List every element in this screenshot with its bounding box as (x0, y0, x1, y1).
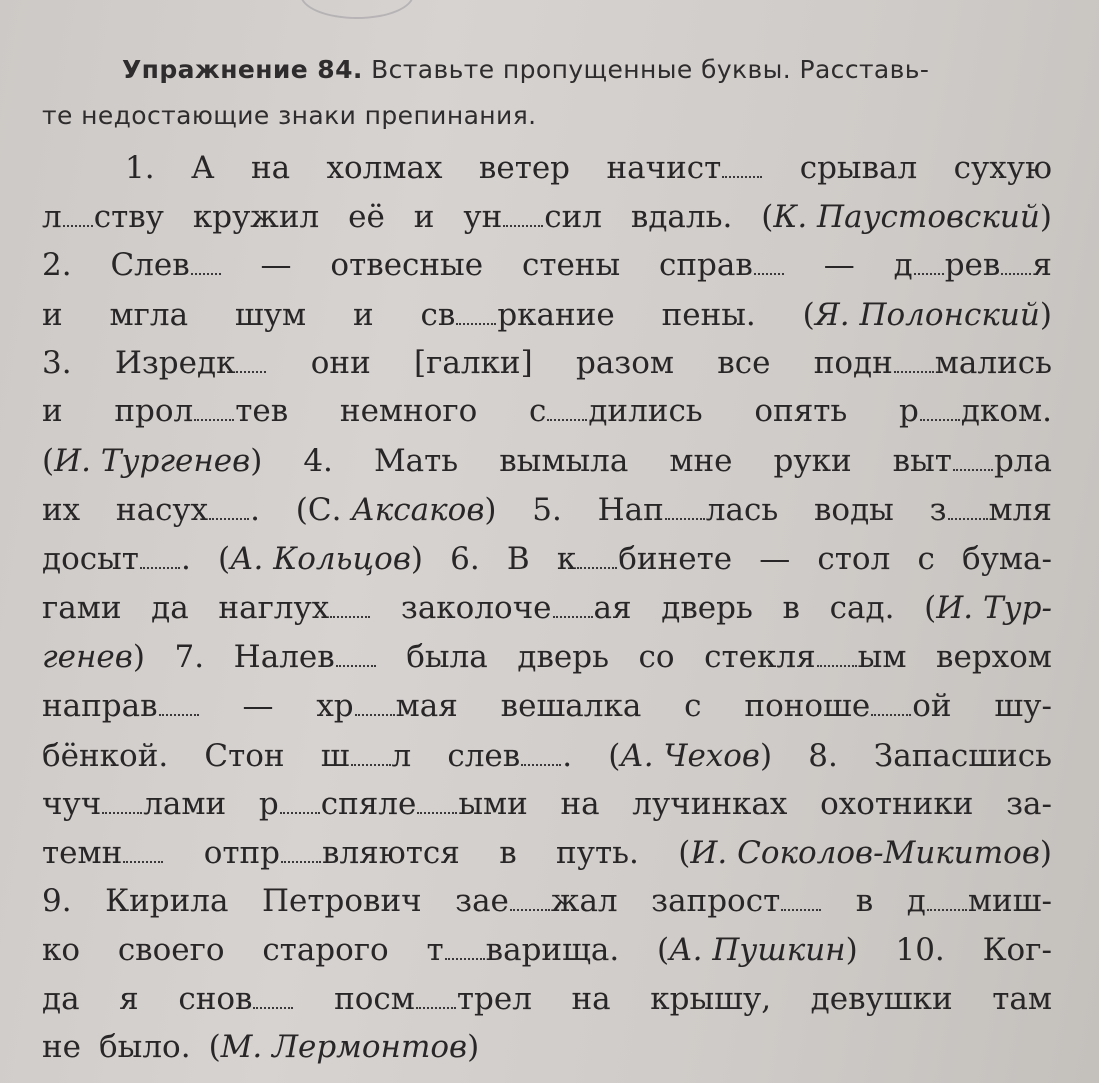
word (529, 393, 703, 429)
exercise-instruction-line-1: Вставьте пропущенные буквы. Расставь- (371, 55, 930, 84)
text-fragment: не (42, 1029, 82, 1065)
blank-gap (123, 857, 163, 863)
text-fragment: Кирила (105, 883, 229, 919)
text-fragment: 4. (303, 443, 333, 479)
author-citation: А. Кольцов (230, 541, 411, 577)
text-fragment: пены. (661, 297, 756, 333)
blank-gap (63, 221, 93, 227)
word (209, 1029, 480, 1065)
text-fragment: была (406, 639, 488, 675)
text-fragment: вымыла (499, 443, 629, 479)
text-fragment: прол (114, 393, 194, 429)
text-fragment: я (1032, 247, 1052, 283)
text-fragment: 6. (450, 541, 480, 577)
word (608, 738, 772, 774)
text-fragment: рев (944, 247, 1001, 283)
text-fragment: дверь (661, 590, 753, 626)
text-fragment: ству (93, 199, 164, 235)
text-fragment: ым (857, 639, 907, 675)
word (930, 492, 1052, 528)
text-fragment: наглух (218, 590, 330, 626)
text-fragment: стекля (704, 639, 816, 675)
text-fragment: чуч (42, 786, 102, 822)
word (116, 492, 260, 528)
blank-gap (510, 905, 550, 911)
text-fragment: вешалка (500, 688, 642, 724)
text-line-10 (42, 590, 1052, 638)
text-fragment: стены (521, 247, 621, 283)
page-decoration-arc (300, 0, 414, 19)
text-fragment: ) (845, 932, 858, 968)
text-fragment: ыми (458, 786, 528, 822)
blank-gap (577, 563, 617, 569)
author-citation: М. Лермонтов (220, 1029, 468, 1065)
text-fragment: — (260, 247, 292, 283)
author-citation: Я. Полонский (814, 297, 1040, 333)
text-fragment: ( (802, 297, 815, 333)
text-fragment: лучинках (632, 786, 788, 822)
word (924, 590, 1052, 626)
text-line-12 (42, 688, 1052, 736)
text-fragment: и (413, 199, 435, 235)
word (803, 297, 1052, 333)
text-fragment: Изредк (114, 345, 236, 381)
text-fragment: мая (395, 688, 458, 724)
text-fragment: воды (813, 492, 894, 528)
word (115, 345, 268, 381)
blank-gap (280, 808, 320, 814)
text-fragment: холмах (326, 150, 443, 186)
text-fragment: 7. (174, 639, 205, 675)
text-fragment: на (250, 150, 291, 186)
blank-gap (336, 661, 376, 667)
author-citation: И. Тур- (936, 590, 1052, 626)
text-fragment: трел (456, 981, 532, 1017)
text-fragment: да (42, 981, 80, 1017)
text-fragment: ш (320, 738, 350, 774)
text-fragment: направ (42, 688, 158, 724)
text-fragment: там (992, 981, 1052, 1017)
blank-gap (456, 319, 496, 325)
text-fragment: Стон (204, 738, 285, 774)
text-fragment: рла (993, 443, 1052, 479)
word (178, 981, 294, 1017)
exercise-instruction-line-2: те недостающие знаки препинания. (42, 101, 537, 130)
text-fragment: и (352, 297, 374, 333)
text-fragment: ( (657, 932, 670, 968)
text-fragment: справ (659, 247, 753, 283)
text-fragment: з (929, 492, 947, 528)
blank-gap (920, 415, 960, 421)
text-fragment: В (506, 541, 530, 577)
blank-gap (927, 905, 967, 911)
text-fragment: посм (334, 981, 415, 1017)
text-fragment: ) (1039, 835, 1052, 871)
text-fragment: шу- (994, 688, 1052, 724)
text-fragment: я (119, 981, 139, 1017)
text-fragment: Запасшись (873, 738, 1052, 774)
author-citation: К. Паустовский (773, 199, 1040, 235)
blank-gap (722, 172, 762, 178)
word (296, 492, 497, 528)
text-fragment: р (258, 786, 279, 822)
text-fragment: сил (544, 199, 602, 235)
text-fragment: досыт (42, 541, 139, 577)
text-line-2 (42, 199, 1052, 247)
text-fragment: опять (754, 393, 848, 429)
text-fragment: ) (132, 639, 145, 675)
word (455, 883, 617, 919)
exercise-label: Упражнение 84. (122, 55, 363, 84)
text-fragment: т (426, 932, 444, 968)
text-fragment: своего (117, 932, 225, 968)
text-fragment: подн (813, 345, 893, 381)
text-fragment: слев (447, 738, 521, 774)
text-fragment: выт (892, 443, 952, 479)
text-fragment: ой (912, 688, 952, 724)
text-fragment: на (571, 981, 611, 1017)
text-fragment: 10. (895, 932, 945, 968)
blank-gap (781, 905, 821, 911)
text-fragment: мля (988, 492, 1052, 528)
text-fragment: ун (463, 199, 503, 235)
word (110, 247, 221, 283)
blank-gap (503, 221, 543, 227)
blank-gap (521, 760, 561, 766)
text-fragment: с (684, 688, 702, 724)
text-fragment: немного (339, 393, 478, 429)
text-line-18 (42, 981, 1052, 1029)
word (678, 835, 1052, 871)
blank-gap (445, 954, 485, 960)
text-line-14 (42, 786, 1052, 834)
blank-gap (953, 465, 993, 471)
text-fragment: мне (669, 443, 733, 479)
blank-gap (871, 710, 911, 716)
text-fragment: д (893, 247, 913, 283)
text-fragment: Петрович (261, 883, 422, 919)
exercise-heading (122, 55, 1099, 84)
text-fragment: л (391, 738, 412, 774)
text-fragment: бума- (962, 541, 1052, 577)
word (907, 883, 1052, 919)
text-fragment: лась (705, 492, 779, 528)
text-fragment: крышу, (650, 981, 772, 1017)
word (893, 443, 1052, 479)
text-fragment: мались (934, 345, 1052, 381)
word (234, 639, 377, 675)
text-fragment: гами (42, 590, 122, 626)
text-fragment: — (242, 688, 274, 724)
text-fragment: 1. (125, 150, 155, 186)
text-fragment: Ког- (982, 932, 1052, 968)
text-fragment: поноше (744, 688, 871, 724)
blank-gap (253, 1003, 293, 1009)
word (401, 590, 632, 626)
text-fragment: охотники (820, 786, 974, 822)
text-line-15 (42, 835, 1052, 883)
blank-gap (754, 269, 784, 275)
author-citation: И. Соколов-Микитов (690, 835, 1040, 871)
word (894, 247, 1052, 283)
text-line-9 (42, 541, 1052, 589)
text-fragment: — (759, 541, 791, 577)
text-fragment: д (906, 883, 926, 919)
text-fragment: её (348, 199, 385, 235)
text-fragment: (С. (295, 492, 342, 528)
text-fragment: ая (593, 590, 632, 626)
blank-gap (894, 367, 934, 373)
text-fragment: А (191, 150, 215, 186)
blank-gap (140, 563, 180, 569)
text-fragment: зае (455, 883, 509, 919)
text-fragment: и (42, 297, 63, 333)
text-fragment: в (782, 590, 800, 626)
text-fragment: 8. (808, 738, 838, 774)
text-fragment: ( (208, 1029, 221, 1065)
word (204, 835, 460, 871)
text-line-17 (42, 932, 1052, 980)
text-fragment: ) (1039, 297, 1052, 333)
author-citation: И. Тургенев (54, 443, 251, 479)
text-line-16 (42, 883, 1052, 931)
text-fragment: . (250, 492, 261, 528)
text-fragment: св (420, 297, 456, 333)
text-fragment: шум (234, 297, 307, 333)
text-line-6 (42, 393, 1052, 441)
text-fragment: ( (678, 835, 691, 871)
text-fragment: Нап (597, 492, 664, 528)
text-fragment: разом (575, 345, 674, 381)
text-fragment: их (42, 492, 81, 528)
text-line-7 (42, 443, 1052, 491)
text-fragment: вляются (322, 835, 460, 871)
word (321, 738, 412, 774)
word (42, 541, 191, 577)
word (427, 932, 620, 968)
text-line-19 (42, 1029, 1052, 1077)
text-fragment: да (151, 590, 189, 626)
text-fragment: за- (1006, 786, 1052, 822)
text-fragment: 3. (42, 345, 72, 381)
text-fragment: ( (924, 590, 937, 626)
text-fragment: дились (588, 393, 703, 429)
blank-gap (948, 514, 988, 520)
author-citation: А. Чехов (620, 738, 760, 774)
word (598, 492, 779, 528)
text-line-1 (125, 150, 1052, 198)
text-fragment: ( (608, 738, 621, 774)
text-fragment: л (42, 199, 62, 235)
text-line-4 (42, 297, 1052, 345)
text-fragment: жал (550, 883, 618, 919)
text-fragment: бёнкой. (42, 738, 169, 774)
text-fragment: темн (42, 835, 123, 871)
text-fragment: хр (316, 688, 354, 724)
blank-gap (817, 661, 857, 667)
text-fragment: запрост (651, 883, 781, 919)
text-fragment: руки (773, 443, 852, 479)
text-fragment: ( (42, 443, 55, 479)
text-fragment: ( (217, 541, 231, 577)
text-fragment: с (917, 541, 935, 577)
word (259, 786, 528, 822)
blank-gap (665, 514, 705, 520)
word (557, 541, 732, 577)
text-fragment: дверь (517, 639, 609, 675)
text-line-13 (42, 738, 1052, 786)
blank-gap (102, 808, 142, 814)
word (899, 393, 1052, 429)
text-fragment: и (42, 393, 63, 429)
word (334, 981, 532, 1017)
word (42, 443, 262, 479)
text-fragment: миш- (967, 883, 1052, 919)
text-fragment: Налев (233, 639, 335, 675)
text-fragment: со (638, 639, 675, 675)
text-fragment: ) (759, 738, 773, 774)
text-fragment: верхом (936, 639, 1052, 675)
text-fragment: к (556, 541, 577, 577)
word (463, 199, 602, 235)
text-fragment: ) (467, 1029, 480, 1065)
blank-gap (417, 808, 457, 814)
text-fragment: заколоче (400, 590, 552, 626)
author-citation: Аксаков (351, 492, 485, 528)
text-fragment: срывал (799, 150, 918, 186)
text-line-11 (42, 639, 1052, 687)
word (42, 786, 226, 822)
text-line-5 (42, 345, 1052, 393)
text-fragment: с (528, 393, 547, 429)
blank-gap (553, 612, 593, 618)
text-fragment: . (180, 541, 191, 577)
blank-gap (159, 710, 199, 716)
word (316, 688, 457, 724)
text-fragment: Слев (110, 247, 190, 283)
word (659, 247, 785, 283)
blank-gap (1001, 269, 1031, 275)
text-fragment: девушки (810, 981, 953, 1017)
text-fragment: тев (235, 393, 289, 429)
blank-gap (547, 415, 587, 421)
word (651, 883, 822, 919)
blank-gap (194, 415, 234, 421)
word (218, 541, 423, 577)
text-fragment: лами (143, 786, 227, 822)
text-fragment: спяле (320, 786, 417, 822)
blank-gap (355, 710, 395, 716)
word (704, 639, 906, 675)
word (657, 932, 858, 968)
text-line-8 (42, 492, 1052, 540)
text-fragment: ркание (497, 297, 615, 333)
text-fragment: мгла (109, 297, 189, 333)
word (814, 345, 1052, 381)
word (606, 150, 763, 186)
author-citation: генев (42, 639, 133, 675)
word (114, 393, 288, 429)
text-fragment: старого (262, 932, 389, 968)
blank-gap (209, 514, 249, 520)
text-fragment: 2. (42, 247, 72, 283)
text-fragment: . (562, 738, 573, 774)
word (42, 199, 164, 235)
text-fragment: 9. (42, 883, 72, 919)
word (744, 688, 951, 724)
blank-gap (351, 760, 391, 766)
text-fragment: бинете (618, 541, 733, 577)
blank-gap (330, 612, 370, 618)
text-fragment: [галки] (414, 345, 533, 381)
text-fragment: варища. (485, 932, 620, 968)
text-fragment: ) (250, 443, 263, 479)
blank-gap (191, 269, 221, 275)
word (761, 199, 1052, 235)
word (447, 738, 572, 774)
word (421, 297, 615, 333)
text-fragment: р (899, 393, 919, 429)
text-line-3 (42, 247, 1052, 295)
text-fragment: путь. (556, 835, 639, 871)
text-fragment: они (310, 345, 371, 381)
text-fragment: 5. (532, 492, 562, 528)
text-fragment: сад. (829, 590, 895, 626)
text-fragment: стол (817, 541, 891, 577)
text-fragment: ) (410, 541, 423, 577)
word (42, 835, 164, 871)
text-fragment: насух (115, 492, 209, 528)
text-fragment: все (717, 345, 771, 381)
text-fragment: начист (606, 150, 722, 186)
text-fragment: кружил (192, 199, 320, 235)
text-fragment: было. (99, 1029, 191, 1065)
text-fragment: ко (42, 932, 81, 968)
word (42, 688, 200, 724)
text-fragment: Мать (373, 443, 459, 479)
text-fragment: на (560, 786, 600, 822)
blank-gap (914, 269, 944, 275)
text-fragment: ) (484, 492, 497, 528)
text-fragment: сухую (953, 150, 1052, 186)
text-fragment: ( (761, 199, 774, 235)
blank-gap (416, 1003, 456, 1009)
word (218, 590, 371, 626)
author-citation: А. Пушкин (669, 932, 846, 968)
word (42, 639, 145, 675)
text-fragment: отвесные (330, 247, 484, 283)
text-fragment: ) (1039, 199, 1052, 235)
text-fragment: отпр (203, 835, 281, 871)
text-fragment: в (855, 883, 874, 919)
text-fragment: ветер (478, 150, 571, 186)
blank-gap (236, 367, 266, 373)
text-fragment: вдаль. (630, 199, 733, 235)
blank-gap (281, 857, 321, 863)
text-fragment: — (823, 247, 855, 283)
text-fragment: снов (178, 981, 253, 1017)
text-fragment: дком. (960, 393, 1052, 429)
text-fragment: в (499, 835, 517, 871)
